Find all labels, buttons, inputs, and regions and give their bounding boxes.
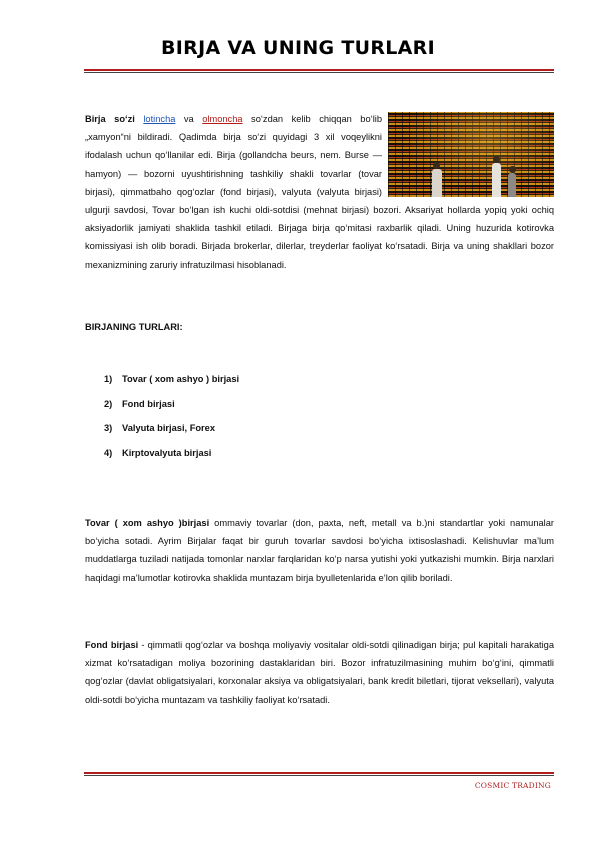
intro-lead: Birja so‘zi: [85, 114, 135, 124]
list-item: 3) Valyuta birjasi, Forex: [104, 423, 216, 433]
tovar-lead: Tovar ( xom ashyo )birjasi: [85, 518, 210, 528]
fond-lead: Fond birjasi: [85, 640, 139, 650]
page-title: BIRJA VA UNING TURLARI: [161, 37, 435, 59]
list-item: 2) Fond birjasi: [104, 398, 175, 409]
fond-paragraph: [85, 636, 554, 709]
title-divider: [84, 69, 554, 73]
footer-brand: COSMIC TRADING: [474, 781, 551, 790]
section-heading: BIRJANING TURLARI:: [85, 322, 183, 332]
list-item: 1) Tovar ( xom ashyo ) birjasi: [104, 374, 240, 384]
tovar-paragraph: [85, 514, 554, 587]
list-item: 4) Kirptovalyuta birjasi: [104, 447, 212, 458]
footer-divider: [84, 772, 554, 776]
intro-text: so‘zdan kelib chiqqan bo‘lib „xamyon“ni bildiradi. Qadimda birja so‘zi quyidagi 3 xil voqeylikni ifodalash uchun qo‘llanilar edi. Birja (gollandcha beurs, nem. Burse — hamyon) — bozorni uyushtirishning tashkiliy shakli tovarlar (tovar birjasi), qimmatbaho qog‘ozlar (fond birjasi), valyuta (valyuta birjasi) ulgurji savdosi, Tovar bo‘lgan ish kuchi oldi-sotdisi (mehnat birjasi) bozori. Aksariyat hollarda yopiq yoki ochiq aksiyadorlik jamiyati shaklida tashkil etiladi. Birjaga birja qo‘mitasi raxbarlik qiladi. Uning huzurida kotirovka komissiyasi ish olib boradi. Birjada brokerlar, dilerlar, treyderlar faoliyat ko‘rsatadi. Birja va uning shakllari bozor mexanizmining zaruriy infratuzilmasi hisoblanadi.: [85, 114, 554, 270]
link-lotincha[interactable]: lotincha: [143, 114, 176, 124]
tovar-text: ommaviy tovarlar (don, paxta, neft, metall va b.)ni standartlar yoki namunalar bo‘yicha sotadi. Ayrim Birjalar faqat bir guruh tovarlar savdosi bo‘yicha ixtisoslashadi. Kelishuvlar ma’lum muddatlarga tuziladi natijada tomonlar narxlar farqlaridan ko‘p narsa yutishi yoki yutkazishi mumkin. Birja narxlari haqidagi ma’lumotlar kotirovka shaklida muntazam birja byulletenlarida e’lon qilib boriladi.: [85, 518, 554, 583]
intro-paragraph: Birja so‘zi lotincha va olmoncha so‘zdan kelib chiqqan bo‘lib „xamyon“ni bildiradi. Qadimda birja so‘zi quyidagi 3 xil voqeylikni ifodalash uchun qo‘llanilar edi. Birja (gollandcha beurs, nem. Burse — hamyon) — bozorni uyushtirishning tashkiliy shakli tovarlar (tovar birjasi), qimmatbaho qog‘ozlar (fond birjasi), valyuta (valyuta birjasi) ulgurji savdosi, Tovar bo‘lgan ish kuchi oldi-sotdisi (mehnat birjasi) bozori. Aksariyat hollarda yopiq yoki ochiq aksiyadorlik jamiyati shaklida tashkil etiladi. Birjaga birja qo‘mitasi raxbarlik qiladi. Uning huzurida kotirovka komissiyasi ish olib boradi. Birjada brokerlar, dilerlar, treyderlar faoliyat ko‘rsatadi. Birja va uning shakllari bozor mexanizmining zaruriy infratuzilmasi hisoblanadi.: [85, 114, 554, 270]
link-olmoncha[interactable]: olmoncha: [202, 114, 243, 124]
stock-exchange-photo: [388, 112, 554, 197]
fond-text: - qimmatli qog‘ozlar va boshqa moliyaviy vositalar oldi-sotdi qilinadigan birja; pul kapitali harakatiga xizmat ko‘rsatadigan moliya bozorining dastaklaridan biri. Bozor infratuzilmasining muhim bo‘g‘ini, qimmatli qog‘ozlar (davlat obligatsiyalari, korxonalar aksiya va obligatsiyalari, bank kredit biletlari, tijorat veksellari), valyuta oldi-sotdi bo‘yicha muntazam va tashkiliy faoliyat ko‘rsatadi.: [85, 640, 555, 705]
exchange-types-list: [104, 374, 239, 472]
